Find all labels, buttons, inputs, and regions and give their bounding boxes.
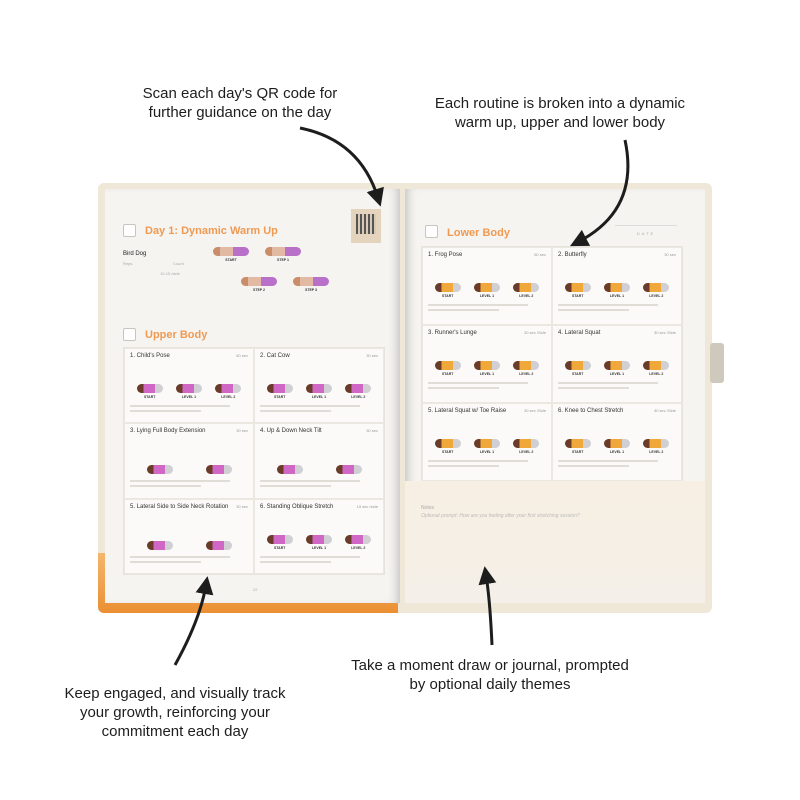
notes-area[interactable] — [405, 481, 705, 603]
description-line — [260, 480, 360, 482]
count-value: 10-15 /side — [160, 271, 180, 276]
figure-label: LEVEL 1 — [479, 294, 495, 298]
description-line — [130, 410, 201, 412]
figure-label: LEVEL 2 — [519, 372, 534, 376]
callout-routine: Each routine is broken into a dynamic warm up, upper and lower body — [434, 95, 686, 131]
description-line — [260, 405, 360, 407]
exercise-figure — [435, 439, 461, 454]
figure-label: LEVEL 1 — [181, 395, 197, 399]
exercise-figures — [130, 365, 248, 399]
notes-prompt: Optional prompt: How are you feeling after your first stretching session? — [421, 513, 580, 519]
exercise-figure — [345, 384, 371, 399]
upper-title: Upper Body — [145, 329, 208, 341]
right-page — [405, 189, 705, 603]
exercise-title: 4. Up & Down Neck Tilt — [260, 428, 322, 435]
description-line — [130, 405, 230, 407]
figure-illustration — [267, 384, 293, 393]
figure-label: LEVEL 1 — [311, 545, 327, 550]
figure-illustration — [267, 535, 293, 544]
figure-illustration — [213, 247, 249, 256]
figure-illustration — [147, 465, 173, 474]
exercise-figures — [558, 342, 676, 376]
upper-grid — [123, 347, 385, 575]
figure-label: LEVEL 2 — [519, 294, 534, 298]
description-line — [428, 309, 499, 311]
warmup-figure — [241, 277, 277, 292]
description-line — [130, 485, 201, 487]
figure-label: START — [441, 450, 454, 454]
exercise-card — [422, 247, 552, 325]
exercise-figures — [130, 440, 248, 474]
figure-label: LEVEL 1 — [311, 395, 327, 399]
exercise-figure — [604, 361, 630, 376]
description-line — [428, 382, 528, 384]
exercise-duration: 60 sec — [534, 252, 546, 257]
exercise-title: 1. Frog Pose — [428, 252, 463, 258]
figure-illustration — [206, 541, 232, 550]
exercise-duration: 30 sec — [366, 353, 378, 358]
figure-illustration — [277, 465, 303, 474]
callout-qr: Scan each day's QR code for further guidance on the day — [142, 85, 338, 121]
description-line — [260, 556, 360, 558]
exercise-title: 6. Standing Oblique Stretch — [260, 503, 334, 510]
figure-label: LEVEL 2 — [351, 545, 366, 550]
exercise-figure — [565, 439, 591, 454]
description-line — [130, 556, 230, 558]
exercise-figure — [176, 384, 202, 399]
exercise-figure — [643, 439, 669, 454]
figure-illustration — [336, 465, 362, 474]
day-checkbox[interactable] — [123, 224, 136, 237]
exercise-duration: 60 sec — [236, 353, 248, 358]
description-line — [558, 304, 658, 306]
exercise-duration: 30 sec — [366, 428, 378, 434]
figure-illustration — [565, 283, 591, 292]
left-page — [105, 189, 400, 603]
exercise-card — [552, 403, 682, 481]
description-line — [558, 387, 629, 389]
exercise-title: 4. Lateral Squat — [558, 330, 601, 336]
figure-label: LEVEL 1 — [479, 372, 495, 376]
figure-illustration — [293, 277, 329, 286]
warmup-figure — [293, 277, 329, 292]
figure-label: STEP 3 — [305, 288, 317, 292]
journal-spread — [98, 183, 712, 613]
description-line — [260, 485, 331, 487]
exercise-title: 3. Lying Full Body Extension — [130, 428, 206, 435]
exercise-figure — [565, 361, 591, 376]
exercise-duration: 30 sec — [236, 503, 248, 509]
exercise-card — [254, 423, 384, 498]
figure-label: STEP 2 — [253, 288, 265, 292]
figure-illustration — [604, 439, 630, 448]
description-line — [130, 561, 201, 563]
figure-label: LEVEL 1 — [479, 450, 495, 454]
exercise-title: 5. Lateral Squat w/ Toe Raise — [428, 408, 507, 414]
figure-illustration — [604, 283, 630, 292]
exercise-figures — [558, 264, 676, 298]
figure-label: START — [441, 372, 454, 376]
figure-illustration — [137, 384, 163, 393]
description-line — [558, 309, 629, 311]
figure-illustration — [565, 439, 591, 448]
exercise-figures — [260, 365, 378, 399]
figure-illustration — [513, 439, 539, 448]
exercise-card — [422, 403, 552, 481]
figure-label: START — [571, 372, 584, 376]
figure-illustration — [176, 384, 202, 393]
exercise-figure — [513, 361, 539, 376]
exercise-figure — [604, 283, 630, 298]
exercise-figure — [435, 283, 461, 298]
elastic-band — [710, 343, 724, 383]
figure-illustration — [265, 247, 301, 256]
figure-illustration — [345, 384, 371, 393]
figure-illustration — [604, 361, 630, 370]
description-line — [260, 561, 331, 563]
figure-label: LEVEL 1 — [609, 294, 625, 298]
figure-label: LEVEL 2 — [649, 450, 664, 454]
figure-label: LEVEL 2 — [351, 395, 366, 399]
lower-checkbox[interactable] — [425, 225, 438, 238]
callout-track: Keep engaged, and visually track your growth, reinforcing your commitment each day — [64, 685, 286, 740]
exercise-duration: 30 sec — [664, 252, 676, 257]
page-number: 22 — [253, 587, 258, 592]
figure-label: START — [571, 294, 584, 298]
exercise-card — [254, 348, 384, 423]
exercise-duration: 30 sec /Side — [523, 330, 546, 335]
exercise-card — [552, 325, 682, 403]
figure-illustration — [435, 361, 461, 370]
exercise-title: 1. Child's Pose — [130, 353, 170, 359]
exercise-figures — [260, 516, 378, 550]
exercise-card — [422, 325, 552, 403]
figure-illustration — [513, 283, 539, 292]
count-label: Count — [173, 261, 184, 266]
warmup-figure — [265, 247, 301, 262]
exercise-card — [552, 247, 682, 325]
figure-illustration — [565, 361, 591, 370]
exercise-figure — [147, 541, 173, 550]
lower-grid — [421, 246, 683, 482]
reps-label: Reps — [123, 261, 133, 266]
figure-label: LEVEL 1 — [609, 450, 625, 454]
exercise-figures — [428, 342, 546, 376]
exercise-card — [124, 348, 254, 423]
figure-illustration — [306, 384, 332, 393]
exercise-title: 2. Butterfly — [558, 252, 587, 258]
exercise-duration: 30 sec /Side — [523, 408, 546, 413]
description-line — [428, 304, 528, 306]
figure-illustration — [643, 361, 669, 370]
description-line — [130, 480, 230, 482]
qr-code[interactable] — [351, 209, 381, 243]
lower-title: Lower Body — [447, 227, 510, 239]
exercise-figure — [513, 439, 539, 454]
exercise-card — [254, 499, 384, 574]
warmup-figure — [213, 247, 249, 262]
figure-illustration — [206, 465, 232, 474]
exercise-figure — [267, 384, 293, 399]
notes-label: Notes — [421, 505, 435, 511]
figure-illustration — [474, 283, 500, 292]
description-line — [428, 460, 528, 462]
exercise-figure — [513, 283, 539, 298]
figure-label: STEP 1 — [277, 258, 289, 262]
figure-label: START — [441, 294, 454, 298]
description-line — [558, 460, 658, 462]
exercise-figure — [206, 465, 232, 474]
figure-illustration — [643, 439, 669, 448]
figure-illustration — [643, 283, 669, 292]
warmup-name: Bird Dog — [123, 251, 147, 257]
exercise-duration: 30 sec /Side — [653, 408, 676, 413]
figure-label: LEVEL 1 — [609, 372, 625, 376]
exercise-duration: 15 sec /side — [356, 503, 378, 509]
exercise-figures — [130, 516, 248, 550]
figure-label: LEVEL 2 — [649, 294, 664, 298]
description-line — [558, 465, 629, 467]
exercise-figure — [206, 541, 232, 550]
exercise-figure — [643, 283, 669, 298]
exercise-figure — [604, 439, 630, 454]
day-title: Day 1: Dynamic Warm Up — [145, 225, 278, 237]
exercise-figure — [474, 361, 500, 376]
exercise-title: 2. Cat Cow — [260, 353, 290, 359]
exercise-figures — [558, 420, 676, 454]
exercise-figure — [474, 283, 500, 298]
exercise-figure — [643, 361, 669, 376]
figure-label: START — [571, 450, 584, 454]
exercise-figure — [336, 465, 362, 474]
exercise-card — [124, 423, 254, 498]
exercise-figures — [260, 440, 378, 474]
exercise-figure — [474, 439, 500, 454]
figure-illustration — [435, 439, 461, 448]
exercise-title: 6. Knee to Chest Stretch — [558, 408, 624, 414]
figure-label: LEVEL 2 — [221, 395, 236, 399]
figure-illustration — [474, 361, 500, 370]
figure-illustration — [435, 283, 461, 292]
exercise-figure — [306, 384, 332, 399]
figure-label: LEVEL 2 — [519, 450, 534, 454]
figure-illustration — [513, 361, 539, 370]
exercise-figure — [215, 384, 241, 399]
exercise-figure — [435, 361, 461, 376]
exercise-title: 5. Lateral Side to Side Neck Rotation — [130, 503, 229, 510]
exercise-figures — [428, 264, 546, 298]
figure-illustration — [241, 277, 277, 286]
figure-label: START — [143, 395, 156, 399]
description-line — [260, 410, 331, 412]
exercise-duration: 30 sec — [236, 428, 248, 434]
exercise-figures — [428, 420, 546, 454]
exercise-figure — [565, 283, 591, 298]
exercise-figure — [277, 465, 303, 474]
figure-illustration — [474, 439, 500, 448]
exercise-figure — [267, 535, 293, 550]
exercise-figure — [147, 465, 173, 474]
exercise-card — [124, 499, 254, 574]
exercise-figure — [306, 535, 332, 550]
figure-illustration — [215, 384, 241, 393]
description-line — [428, 387, 499, 389]
figure-illustration — [345, 535, 371, 544]
figure-illustration — [306, 535, 332, 544]
callout-notes: Take a moment draw or journal, prompted by optional daily themes — [351, 657, 629, 693]
figure-label: START — [273, 545, 286, 550]
figure-label: LEVEL 2 — [649, 372, 664, 376]
date-field[interactable]: DATE — [615, 225, 677, 236]
figure-illustration — [147, 541, 173, 550]
exercise-figure — [345, 535, 371, 550]
exercise-duration: 30 sec /Side — [653, 330, 676, 335]
description-line — [558, 382, 658, 384]
upper-checkbox[interactable] — [123, 328, 136, 341]
exercise-figure — [137, 384, 163, 399]
figure-label: START — [225, 258, 237, 262]
exercise-title: 3. Runner's Lunge — [428, 330, 477, 336]
figure-label: START — [273, 395, 286, 399]
description-line — [428, 465, 499, 467]
